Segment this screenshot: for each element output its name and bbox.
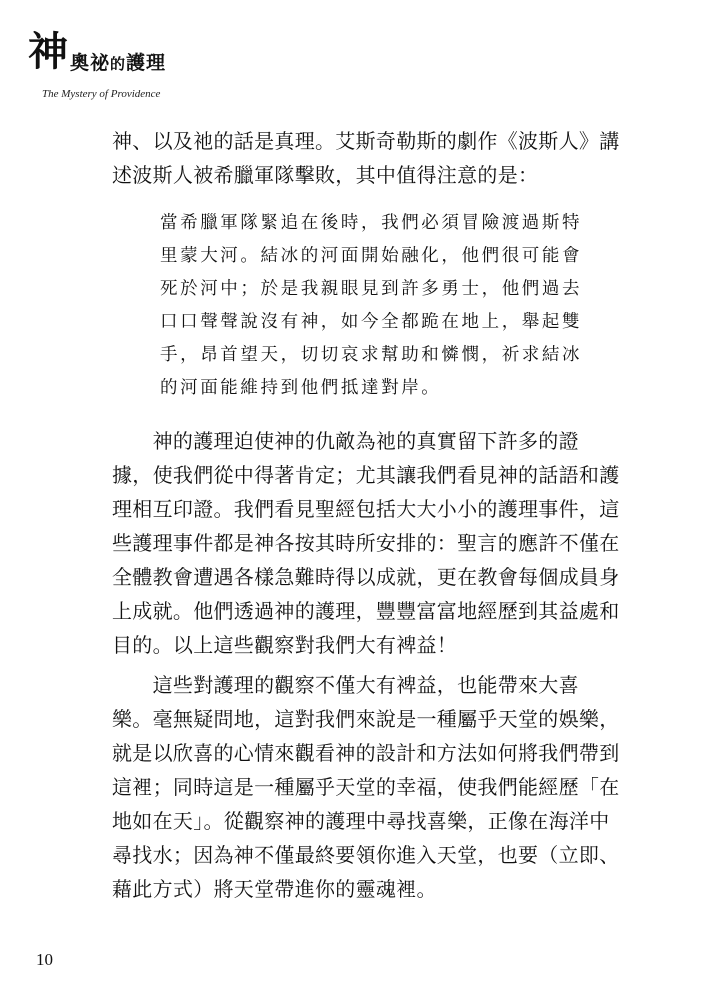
paragraph-2 bbox=[112, 424, 620, 662]
quote-line: 死於河中；於是我親眼見到許多勇士，他們過去 bbox=[160, 279, 583, 299]
header-title-small: 奧祕 bbox=[70, 52, 111, 74]
text-line: 這些對護理的觀察不僅大有裨益，也能帶來大喜 bbox=[112, 673, 579, 697]
text-line: 些護理事件都是神各按其時所安排的：聖言的應許不僅在 bbox=[112, 531, 620, 555]
header-title-end: 護理 bbox=[126, 52, 167, 74]
quote-line: 當希臘軍隊緊追在後時，我們必須冒險渡過斯特 bbox=[160, 213, 583, 233]
header-title-particle: 的 bbox=[110, 55, 127, 73]
quote-line: 手，昂首望天，切切哀求幫助和憐憫，祈求結冰 bbox=[160, 345, 583, 365]
running-header bbox=[28, 20, 228, 100]
text-line: 目的。以上這些觀察對我們大有裨益！ bbox=[112, 633, 458, 657]
header-title-rest bbox=[70, 52, 166, 75]
text-line: 理相互印證。我們看見聖經包括大大小小的護理事件，這 bbox=[112, 497, 620, 521]
header-english-subtitle: The Mystery of Providence bbox=[42, 88, 161, 100]
quote-line: 里蒙大河。結冰的河面開始融化，他們很可能會 bbox=[160, 246, 583, 266]
text-line: 神的護理迫使神的仇敵為祂的真實留下許多的證 bbox=[112, 429, 579, 453]
block-quote bbox=[160, 207, 583, 405]
text-line: 地如在天」。從觀察神的護理中尋找喜樂，正像在海洋中 bbox=[112, 809, 610, 833]
paragraph-3 bbox=[112, 668, 620, 906]
text-line: 述波斯人被希臘軍隊擊敗，其中值得注意的是： bbox=[112, 163, 539, 187]
text-line: 尋找水；因為神不僅最終要領你進入天堂，也要（立即、 bbox=[112, 843, 620, 867]
quote-line: 的河面能維持到他們抵達對岸。 bbox=[160, 378, 442, 398]
text-line: 全體教會遭遇各樣急難時得以成就，更在教會每個成員身 bbox=[112, 565, 620, 589]
paragraph-1 bbox=[112, 124, 620, 192]
text-line: 據，使我們從中得著肯定；尤其讓我們看見神的話語和護 bbox=[112, 463, 620, 487]
quote-line: 口口聲聲說沒有神，如今全都跪在地上，舉起雙 bbox=[160, 312, 583, 332]
text-line: 神、以及祂的話是真理。艾斯奇勒斯的劇作《波斯人》講 bbox=[112, 129, 620, 153]
text-line: 上成就。他們透過神的護理，豐豐富富地經歷到其益處和 bbox=[112, 599, 620, 623]
text-line: 樂。毫無疑問地，這對我們來說是一種屬乎天堂的娛樂， bbox=[112, 707, 620, 731]
page-number: 10 bbox=[36, 950, 53, 969]
text-line: 就是以欣喜的心情來觀看神的設計和方法如何將我們帶到 bbox=[112, 741, 620, 765]
text-line: 藉此方式）將天堂帶進你的靈魂裡。 bbox=[112, 877, 437, 901]
text-line: 這裡；同時這是一種屬乎天堂的幸福，使我們能經歷「在 bbox=[112, 775, 620, 799]
header-title-large-character: 神 bbox=[28, 28, 68, 75]
